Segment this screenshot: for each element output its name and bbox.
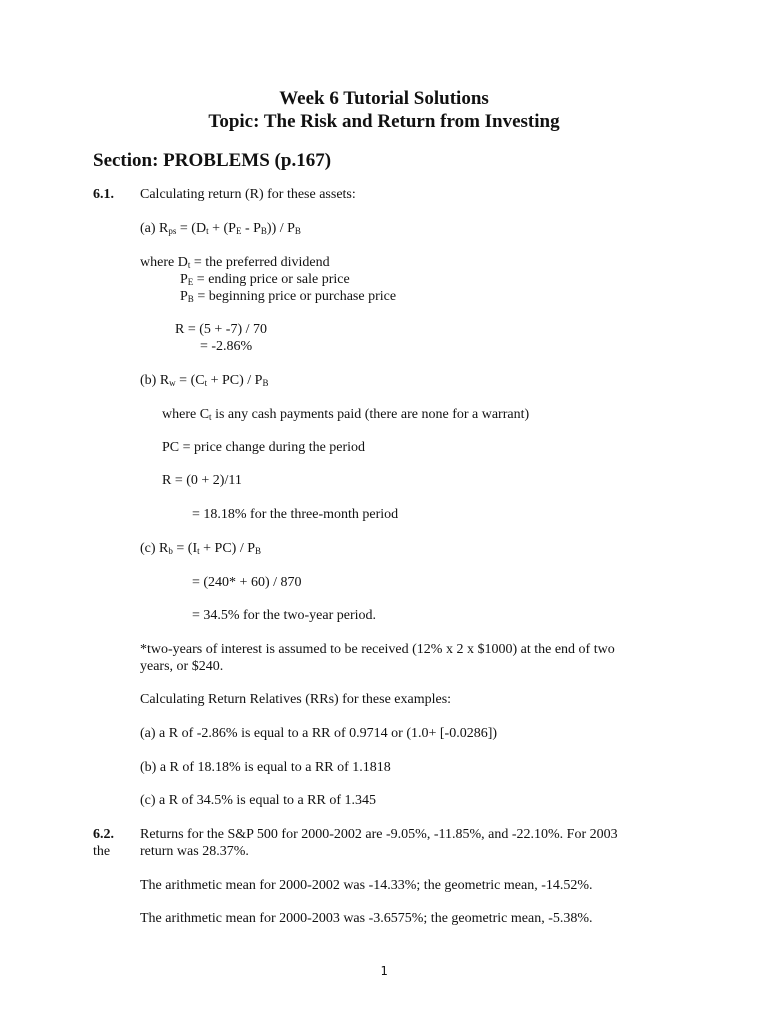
rr-c: (c) a R of 34.5% is equal to a RR of 1.345 [140, 793, 377, 808]
calc-b-line2: = 18.18% for the three-month period [192, 507, 399, 522]
document-title: Week 6 Tutorial Solutions [279, 88, 489, 109]
document-topic: Topic: The Risk and Return from Investing [208, 111, 560, 132]
formula-c: (c) $R_b = (I_t + PC) / P_B$ [140, 541, 262, 556]
calc-b-line1: R = (0 + 2)/11 [162, 473, 242, 488]
where-price-change: PC = price change during the period [162, 440, 366, 455]
page-number: 1 [380, 964, 388, 978]
calc-a-line2: = -2.86% [200, 339, 253, 354]
footnote-line1: *two-years of interest is assumed to be received (12% x 2 x $1000) at the end of two [140, 642, 615, 657]
problem-number-6-1: 6.1. [93, 187, 114, 202]
rr-a: (a) a R of -2.86% is equal to a RR of 0.9714 or (1.0+ [-0.0286]) [140, 726, 498, 741]
rr-intro: Calculating Return Relatives (RRs) for these examples: [140, 692, 452, 707]
calc-c-line1: = (240* + 60) / 870 [192, 575, 302, 590]
problem-6-2-line1: Returns for the S&P 500 for 2000-2002 are -9.05%, -11.85%, and -22.10%. For 2003 [140, 827, 618, 842]
problem-6-1-intro: Calculating return (R) for these assets: [140, 187, 356, 202]
problem-6-2-line2: return was 28.37%. [140, 844, 249, 859]
section-heading: Section: PROBLEMS (p.167) [93, 150, 332, 171]
footnote-line2: years, or $240. [140, 659, 224, 674]
rr-b: (b) a R of 18.18% is equal to a RR of 1.1818 [140, 760, 391, 775]
calc-a-line1: R = (5 + -7) / 70 [175, 322, 268, 337]
where-cash-payments: where $C_t$ is any cash payments paid (there are none for a warrant) [162, 407, 530, 422]
formula-a: (a) $R_{ps} = (D_t + (P_E - P_B)) / P_B$ [140, 221, 301, 236]
formula-b: (b) $R_w = (C_t + PC) / P_B$ [140, 373, 269, 388]
where-dividend: where $D_t$ = the preferred dividend [140, 255, 330, 270]
arithmetic-mean-2000-2003: The arithmetic mean for 2000-2003 was -3.6575%; the geometric mean, -5.38%. [140, 911, 593, 926]
problem-number-6-2: 6.2. [93, 827, 114, 842]
calc-c-line2: = 34.5% for the two-year period. [192, 608, 377, 623]
where-ending-price: $P_E$ = ending price or sale price [180, 272, 350, 287]
where-beginning-price: $P_B$ = beginning price or purchase price [180, 289, 397, 304]
margin-word: the [93, 844, 111, 859]
arithmetic-mean-2000-2002: The arithmetic mean for 2000-2002 was -14.33%; the geometric mean, -14.52%. [140, 878, 593, 893]
